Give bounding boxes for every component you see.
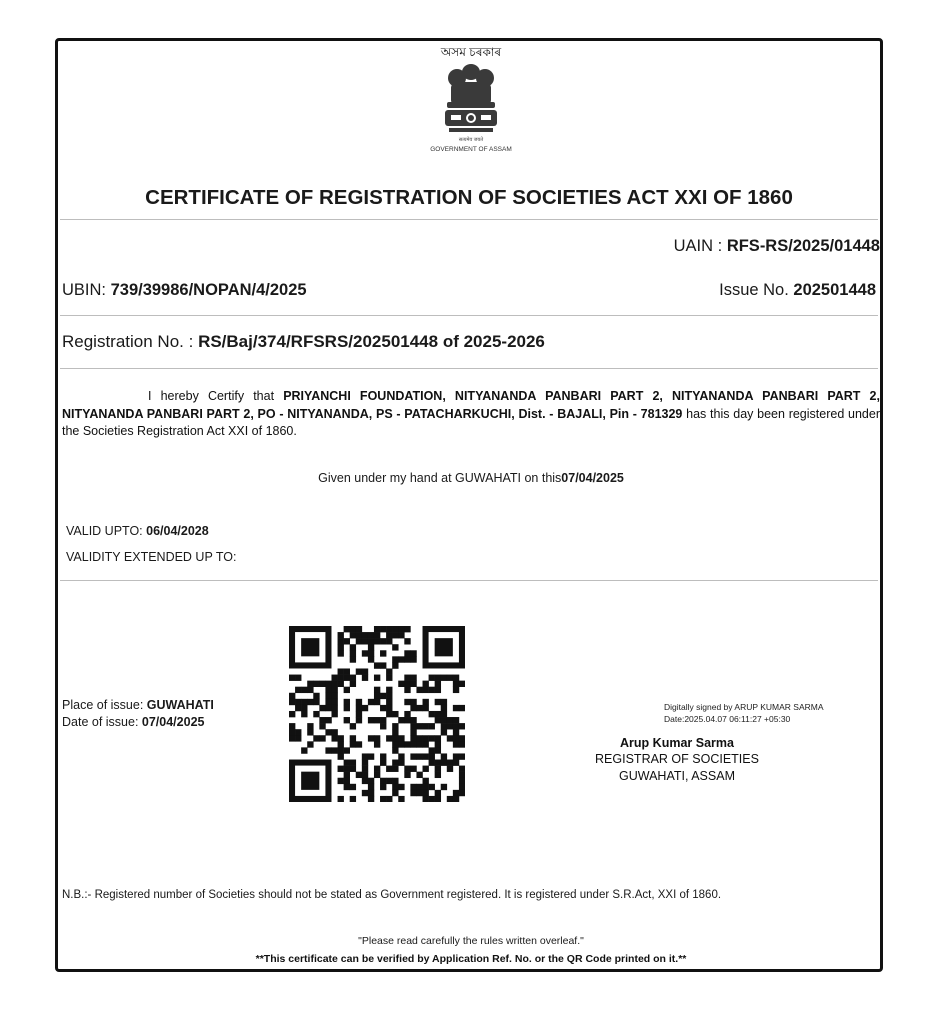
issue-no-line [719,281,876,300]
certify-lead: I hereby Certify that [148,389,284,403]
certify-tail: has this day been registered under the Societies Registration Act XXI of 1860. [62,406,880,438]
qr-code [289,626,465,802]
emblem-motto: सत्यमेव जयते [458,137,484,143]
validity-extended-label: VALIDITY EXTENDED UP TO: [66,550,237,564]
certificate-title: CERTIFICATE OF REGISTRATION OF SOCIETIES ACT XXI OF 1860 [145,186,793,209]
registration-label: Registration No. : [62,332,199,351]
divider [60,315,878,316]
ubin-label: UBIN: [62,281,111,299]
issue-no-value: 202501448 [793,281,876,299]
date-of-issue-value: 07/04/2025 [141,715,205,729]
place-of-issue-value: GUWAHATI [146,698,214,712]
digital-signature-line-2: Date:2025.04.07 06:11:27 +05:30 [664,714,791,724]
divider [60,368,878,369]
government-label: GOVERNMENT OF ASSAM [430,146,512,153]
uain-line [674,237,880,256]
registrar-designation: REGISTRAR OF SOCIETIES [595,752,759,766]
ubin-value: 739/39986/NOPAN/4/2025 [110,281,307,299]
place-of-issue-line [62,698,214,712]
state-name-assamese: অসম চৰকাৰ [440,45,502,59]
nb-note: N.B.:- Registered number of Societies should not be stated as Government registered. It is registered under S.R.Act, XXI of 1860. [62,889,722,901]
verification-note: **This certificate can be verified by Application Ref. No. or the QR Code printed on it.** [255,953,687,965]
valid-upto-line [66,524,209,538]
issue-no-label: Issue No. [719,281,794,299]
given-text: Given under my hand at GUWAHATI on this [318,471,562,485]
registrar-location: GUWAHATI, ASSAM [619,769,735,783]
date-of-issue-label: Date of issue: [62,715,142,729]
date-of-issue-line [62,715,204,729]
certificate-frame [55,38,883,972]
certification-paragraph [62,388,880,441]
society-details: PRIYANCHI FOUNDATION, NITYANANDA PANBARI PART 2, NITYANANDA PANBARI PART 2, NITYANANDA PANBARI PART 2, PO - NITYANANDA, PS - PATACHARKUCHI, Dist. - BAJALI, Pin - 781329 [62,389,880,421]
uain-value: RFS-RS/2025/01448 [726,237,880,255]
uain-label: UAIN : [673,237,727,255]
digital-signature-line-1: Digitally signed by ARUP KUMAR SARMA [664,702,824,712]
read-overleaf-note: "Please read carefully the rules written overleaf." [358,935,584,947]
valid-upto-value: 06/04/2028 [146,524,209,538]
ubin-line [62,281,307,300]
given-date: 07/04/2025 [561,471,624,485]
national-emblem-icon [437,58,505,146]
place-of-issue-label: Place of issue: [62,698,147,712]
divider [60,580,878,581]
given-under-line [0,471,942,485]
registration-value: RS/Baj/374/RFSRS/202501448 of 2025-2026 [198,332,545,351]
divider [60,219,878,220]
registrar-name: Arup Kumar Sarma [620,736,734,750]
registration-line [62,332,545,352]
valid-upto-label: VALID UPTO: [66,524,147,538]
